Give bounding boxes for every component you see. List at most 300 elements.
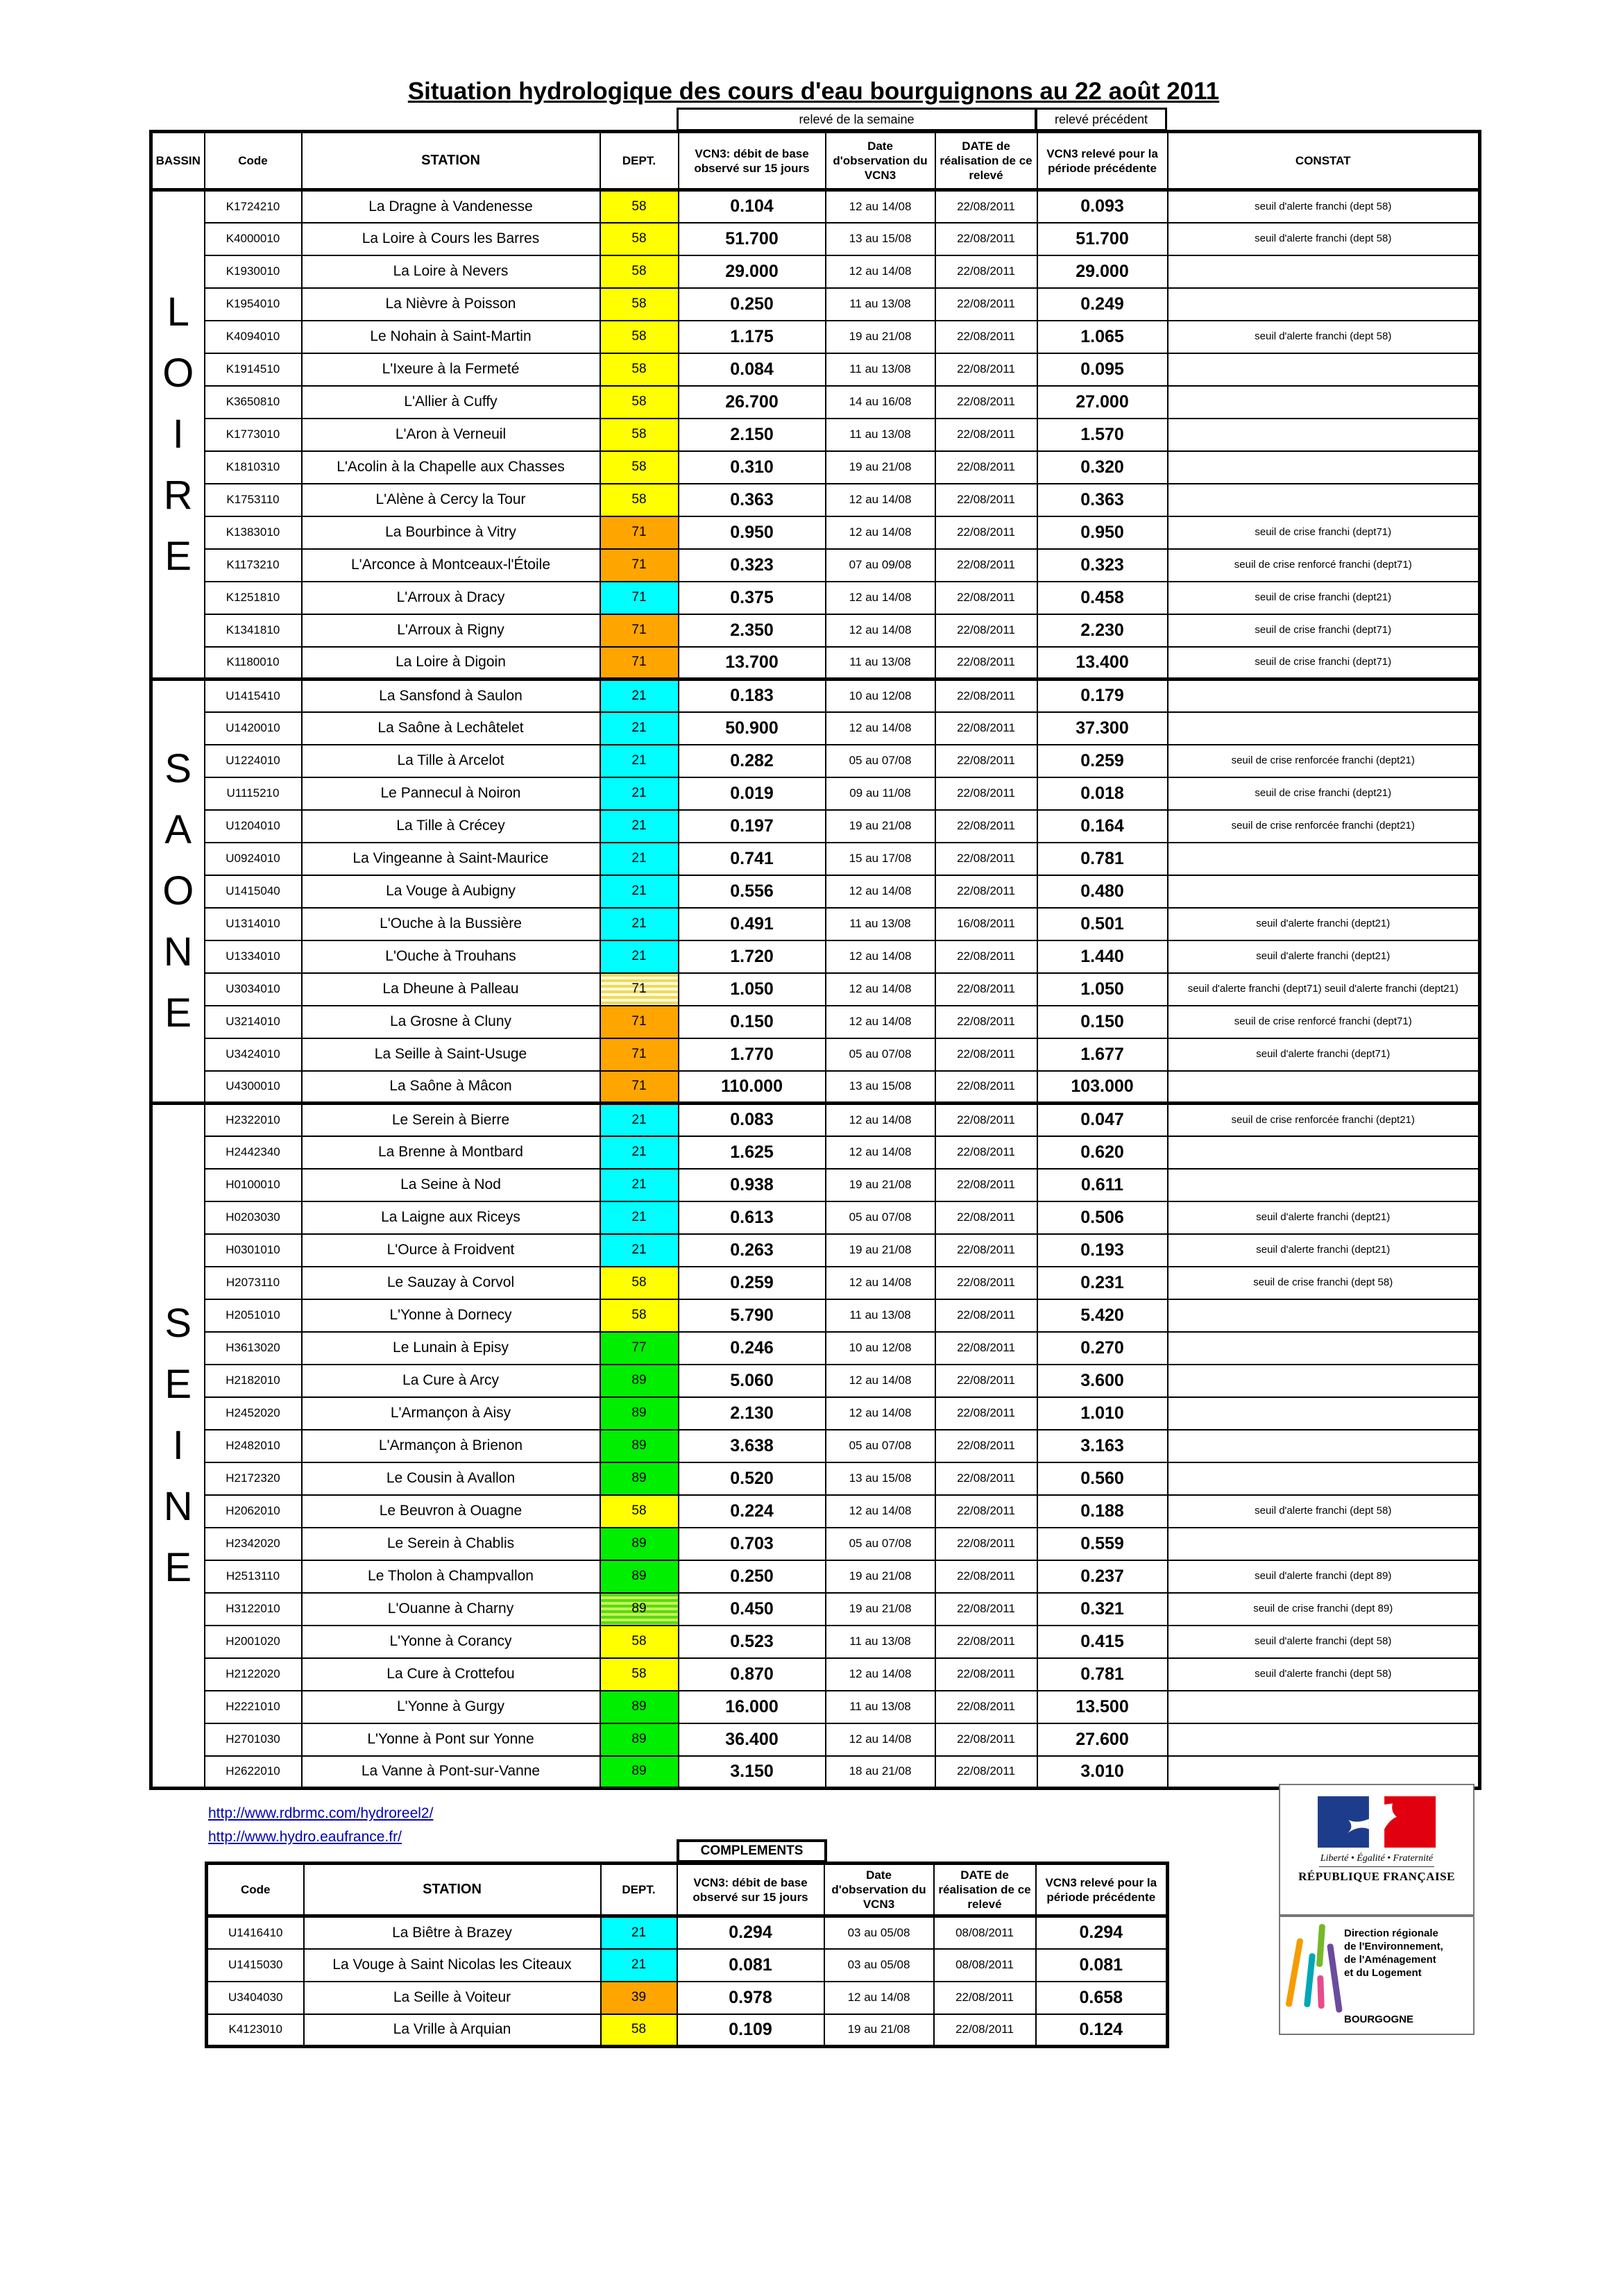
cell-code: H0203030 [205,1201,302,1234]
cell-station: L'Arroux à Rigny [302,614,600,647]
cell-station: Le Nohain à Saint-Martin [302,321,600,353]
cell-vcn3: 1.720 [679,940,826,973]
cell-vcn3-prev: 0.363 [1037,484,1168,516]
cell-date-real: 22/08/2011 [935,745,1037,777]
cell-constat [1168,1691,1480,1723]
table-row [207,1982,1168,2014]
cell-constat: seuil de crise franchi (dept 89) [1168,1593,1480,1626]
cell-vcn3: 0.081 [677,1949,824,1982]
header-station: STATION [304,1864,601,1916]
cell-dept: 58 [600,223,679,255]
cell-code: H2001020 [205,1626,302,1658]
cell-vcn3-prev: 0.095 [1037,353,1168,386]
cell-code: K1173210 [205,549,302,582]
cell-date-real: 22/08/2011 [935,1038,1037,1071]
complements-label: COMPLEMENTS [677,1839,827,1863]
cell-date-real: 22/08/2011 [935,810,1037,843]
cell-code: K1383010 [205,516,302,549]
cell-station: La Nièvre à Poisson [302,288,600,321]
cell-date-real: 22/08/2011 [935,1528,1037,1560]
cell-dept: 58 [600,1658,679,1691]
cell-dept: 21 [600,1201,679,1234]
cell-dept: 58 [600,386,679,419]
cell-code: K4000010 [205,223,302,255]
cell-date-obs: 12 au 14/08 [826,484,935,516]
cell-vcn3: 5.060 [679,1365,826,1397]
cell-vcn3: 51.700 [679,223,826,255]
cell-vcn3-prev: 0.259 [1037,745,1168,777]
cell-station: Le Lunain à Episy [302,1332,600,1365]
cell-station: L'Armançon à Brienon [302,1430,600,1462]
cell-constat: seuil de crise franchi (dept71) [1168,516,1480,549]
cell-constat [1168,875,1480,908]
cell-date-obs: 12 au 14/08 [826,614,935,647]
cell-constat: seuil d'alerte franchi (dept 58) [1168,1626,1480,1658]
cell-date-obs: 05 au 07/08 [826,745,935,777]
cell-dept: 21 [600,940,679,973]
cell-station: La Loire à Cours les Barres [302,223,600,255]
cell-constat [1168,1462,1480,1495]
cell-station: L'Alène à Cercy la Tour [302,484,600,516]
cell-vcn3: 0.224 [679,1495,826,1528]
cell-date-real: 08/08/2011 [934,1949,1036,1982]
cell-constat: seuil d'alerte franchi (dept71) [1168,1038,1480,1071]
cell-constat [1168,1169,1480,1201]
table-row [151,1006,1480,1038]
cell-vcn3-prev: 0.480 [1037,875,1168,908]
cell-dept: 71 [600,549,679,582]
cell-code: H2342020 [205,1528,302,1560]
table-row [151,1267,1480,1299]
table-row [151,1626,1480,1658]
complements-body [207,1916,1168,2047]
cell-station: La Dheune à Palleau [302,973,600,1006]
cell-code: K4123010 [207,2014,304,2047]
cell-date-real: 22/08/2011 [935,223,1037,255]
table-row [151,647,1480,679]
cell-date-obs: 12 au 14/08 [826,1104,935,1136]
cell-constat: seuil d'alerte franchi (dept21) [1168,1234,1480,1267]
cell-dept: 21 [600,712,679,745]
cell-vcn3: 0.323 [679,549,826,582]
table-row [151,1038,1480,1071]
cell-code: H3122010 [205,1593,302,1626]
cell-dept: 89 [600,1365,679,1397]
cell-vcn3-prev: 0.193 [1037,1234,1168,1267]
cell-code: K1954010 [205,288,302,321]
cell-constat [1168,1528,1480,1560]
cell-vcn3: 0.950 [679,516,826,549]
cell-dept: 71 [600,582,679,614]
cell-vcn3: 0.613 [679,1201,826,1234]
cell-date-obs: 12 au 14/08 [826,190,935,223]
cell-constat [1168,386,1480,419]
cell-constat: seuil de crise franchi (dept 58) [1168,1267,1480,1299]
cell-vcn3-prev: 0.458 [1037,582,1168,614]
table-row [151,1299,1480,1332]
table-row [151,1495,1480,1528]
cell-date-real: 22/08/2011 [934,1982,1036,2014]
cell-date-obs: 18 au 21/08 [826,1756,935,1789]
cell-dept: 21 [601,1949,677,1982]
cell-constat [1168,1723,1480,1756]
cell-date-obs: 03 au 05/08 [824,1916,934,1949]
cell-vcn3-prev: 0.506 [1037,1201,1168,1234]
cell-code: U1415030 [207,1949,304,1982]
complements-header-row [207,1864,1168,1916]
cell-vcn3: 1.625 [679,1136,826,1169]
cell-date-real: 22/08/2011 [935,1267,1037,1299]
cell-date-real: 22/08/2011 [935,582,1037,614]
cell-date-real: 22/08/2011 [935,1626,1037,1658]
cell-vcn3: 0.978 [677,1982,824,2014]
cell-code: U1415410 [205,679,302,712]
cell-station: L'Ource à Froidvent [302,1234,600,1267]
table-row [151,1071,1480,1104]
cell-code: K1753110 [205,484,302,516]
cell-dept: 21 [600,875,679,908]
cell-vcn3-prev: 5.420 [1037,1299,1168,1332]
cell-vcn3-prev: 1.010 [1037,1397,1168,1430]
table-row [151,1658,1480,1691]
cell-vcn3: 0.491 [679,908,826,940]
cell-dept: 58 [600,321,679,353]
cell-date-obs: 12 au 14/08 [826,973,935,1006]
cell-vcn3-prev: 0.321 [1037,1593,1168,1626]
cell-dept: 71 [600,614,679,647]
rf-motto: Liberté • Égalité • Fraternité [1319,1853,1434,1867]
cell-vcn3: 2.350 [679,614,826,647]
table-row [151,484,1480,516]
cell-date-real: 22/08/2011 [935,1560,1037,1593]
cell-date-obs: 05 au 07/08 [826,1528,935,1560]
cell-date-obs: 19 au 21/08 [826,1234,935,1267]
table-row [151,940,1480,973]
cell-vcn3: 5.790 [679,1299,826,1332]
cell-dept: 39 [601,1982,677,2014]
cell-vcn3: 36.400 [679,1723,826,1756]
cell-date-obs: 12 au 14/08 [826,1495,935,1528]
cell-constat: seuil de crise renforcé franchi (dept71) [1168,549,1480,582]
cell-station: L'Ouche à la Bussière [302,908,600,940]
cell-vcn3: 0.450 [679,1593,826,1626]
table-row [151,745,1480,777]
table-row [151,386,1480,419]
cell-vcn3: 16.000 [679,1691,826,1723]
cell-dept: 58 [600,1267,679,1299]
cell-date-real: 22/08/2011 [935,1071,1037,1104]
cell-station: La Laigne aux Riceys [302,1201,600,1234]
cell-constat [1168,1430,1480,1462]
cell-date-obs: 11 au 13/08 [826,1626,935,1658]
cell-code: K3650810 [205,386,302,419]
table-row [151,1691,1480,1723]
cell-constat: seuil d'alerte franchi (dept21) [1168,908,1480,940]
cell-constat: seuil de crise renforcée franchi (dept21) [1168,745,1480,777]
cell-date-real: 22/08/2011 [935,1756,1037,1789]
cell-date-obs: 19 au 21/08 [824,2014,934,2047]
header-constat: CONSTAT [1168,132,1480,190]
table-row [151,1560,1480,1593]
cell-station: L'Yonne à Pont sur Yonne [302,1723,600,1756]
section-loire [151,190,1480,679]
cell-dept: 58 [600,190,679,223]
cell-dept: 77 [600,1332,679,1365]
cell-vcn3: 0.703 [679,1528,826,1560]
cell-date-obs: 05 au 07/08 [826,1038,935,1071]
cell-vcn3: 0.259 [679,1267,826,1299]
cell-code: K1251810 [205,582,302,614]
cell-vcn3: 0.741 [679,843,826,875]
cell-constat [1168,1136,1480,1169]
cell-code: H2051010 [205,1299,302,1332]
cell-date-real: 22/08/2011 [935,1365,1037,1397]
cell-date-real: 22/08/2011 [935,875,1037,908]
cell-code: U1334010 [205,940,302,973]
cell-constat: seuil de crise franchi (dept21) [1168,582,1480,614]
cell-code: H2452020 [205,1397,302,1430]
dreal-region: BOURGOGNE [1344,2014,1414,2025]
cell-station: La Tille à Arcelot [302,745,600,777]
table-row [151,1332,1480,1365]
cell-station: L'Arroux à Dracy [302,582,600,614]
cell-date-real: 22/08/2011 [935,712,1037,745]
table-row [151,1136,1480,1169]
cell-station: Le Beuvron à Ouagne [302,1495,600,1528]
cell-vcn3: 2.130 [679,1397,826,1430]
cell-date-obs: 12 au 14/08 [826,1397,935,1430]
cell-constat [1168,712,1480,745]
table-row [151,777,1480,810]
cell-date-obs: 12 au 14/08 [826,1267,935,1299]
cell-dept: 21 [600,908,679,940]
cell-station: La Vouge à Aubigny [302,875,600,908]
table-row [207,1949,1168,1982]
cell-station: L'Acolin à la Chapelle aux Chasses [302,451,600,484]
cell-dept: 58 [600,1495,679,1528]
cell-vcn3: 0.520 [679,1462,826,1495]
table-row [151,288,1480,321]
cell-date-real: 22/08/2011 [935,1462,1037,1495]
cell-vcn3-prev: 0.320 [1037,451,1168,484]
table-row [151,1104,1480,1136]
section-saone [151,679,1480,1104]
cell-constat [1168,288,1480,321]
cell-dept: 58 [600,1626,679,1658]
cell-vcn3: 26.700 [679,386,826,419]
cell-constat: seuil d'alerte franchi (dept 58) [1168,1658,1480,1691]
cell-constat [1168,1365,1480,1397]
cell-station: La Seille à Voiteur [304,1982,601,2014]
cell-vcn3-prev: 0.950 [1037,516,1168,549]
cell-vcn3-prev: 27.600 [1037,1723,1168,1756]
link-hydro-eaufrance[interactable]: http://www.hydro.eaufrance.fr/ [208,1829,402,1845]
cell-vcn3-prev: 0.179 [1037,679,1168,712]
cell-code: H2221010 [205,1691,302,1723]
table-row [151,1528,1480,1560]
table-row [151,255,1480,288]
cell-date-obs: 12 au 14/08 [826,1365,935,1397]
dreal-logo [1279,1916,1475,2035]
cell-station: La Loire à Nevers [302,255,600,288]
cell-vcn3-prev: 0.611 [1037,1169,1168,1201]
header-vcn3-precedent: VCN3 relevé pour la période précédente [1036,1864,1168,1916]
cell-station: L'Yonne à Corancy [302,1626,600,1658]
cell-date-obs: 12 au 14/08 [826,582,935,614]
bassin-label-seine: S E I N E [151,1104,205,1789]
table-row [151,810,1480,843]
cell-code: U3404030 [207,1982,304,2014]
cell-date-real: 22/08/2011 [935,1332,1037,1365]
section-seine [151,1104,1480,1789]
cell-station: L'Allier à Cuffy [302,386,600,419]
cell-code: K1773010 [205,419,302,451]
cell-constat [1168,843,1480,875]
header-vcn3: VCN3: débit de base observé sur 15 jours [677,1864,824,1916]
header-code: Code [207,1864,304,1916]
cell-constat [1168,1071,1480,1104]
cell-station: L'Yonne à Gurgy [302,1691,600,1723]
cell-vcn3: 1.050 [679,973,826,1006]
cell-dept: 89 [600,1462,679,1495]
cell-dept: 89 [600,1593,679,1626]
cell-vcn3: 0.084 [679,353,826,386]
table-row [151,843,1480,875]
main-table [149,130,1481,1790]
cell-dept: 89 [600,1723,679,1756]
cell-station: Le Cousin à Avallon [302,1462,600,1495]
cell-date-obs: 11 au 13/08 [826,1691,935,1723]
cell-dept: 21 [600,1104,679,1136]
cell-constat: seuil de crise franchi (dept21) [1168,777,1480,810]
cell-station: Le Serein à Chablis [302,1528,600,1560]
republique-francaise-logo [1279,1784,1475,1916]
cell-date-obs: 12 au 14/08 [826,1723,935,1756]
cell-date-real: 16/08/2011 [935,908,1037,940]
cell-station: La Vrille à Arquian [304,2014,601,2047]
page-title: Situation hydrologique des cours d'eau bourguignons au 22 août 2011 [407,78,1220,105]
cell-date-real: 22/08/2011 [935,973,1037,1006]
header-date-observation: Date d'observation du VCN3 [824,1864,934,1916]
cell-vcn3-prev: 0.560 [1037,1462,1168,1495]
cell-vcn3-prev: 0.124 [1036,2014,1168,2047]
table-row [151,549,1480,582]
header-date-observation: Date d'observation du VCN3 [826,132,935,190]
cell-vcn3-prev: 2.230 [1037,614,1168,647]
table-row [151,1201,1480,1234]
cell-date-real: 22/08/2011 [935,679,1037,712]
cell-code: H2073110 [205,1267,302,1299]
cell-constat: seuil de crise renforcée franchi (dept21) [1168,1104,1480,1136]
cell-date-real: 22/08/2011 [935,484,1037,516]
cell-code: U3034010 [205,973,302,1006]
cell-dept: 89 [600,1691,679,1723]
cell-constat: seuil d'alerte franchi (dept21) [1168,940,1480,973]
cell-date-obs: 14 au 16/08 [826,386,935,419]
table-row [151,679,1480,712]
cell-date-obs: 12 au 14/08 [824,1982,934,2014]
table-row [151,1430,1480,1462]
cell-vcn3: 2.150 [679,419,826,451]
cell-date-obs: 13 au 15/08 [826,1071,935,1104]
cell-date-obs: 19 au 21/08 [826,1593,935,1626]
cell-code: H2122020 [205,1658,302,1691]
cell-constat: seuil d'alerte franchi (dept 58) [1168,321,1480,353]
band-releve-precedent: relevé précédent [1035,108,1167,131]
cell-date-obs: 11 au 13/08 [826,1299,935,1332]
cell-code: K4094010 [205,321,302,353]
cell-station: La Seille à Saint-Usuge [302,1038,600,1071]
cell-vcn3: 0.197 [679,810,826,843]
cell-vcn3-prev: 0.164 [1037,810,1168,843]
link-rdbrmc-hydroreel[interactable]: http://www.rdbrmc.com/hydroreel2/ [208,1805,434,1821]
cell-vcn3-prev: 0.081 [1036,1949,1168,1982]
cell-constat: seuil d'alerte franchi (dept 58) [1168,223,1480,255]
table-row [151,1723,1480,1756]
cell-dept: 21 [600,777,679,810]
cell-vcn3-prev: 0.237 [1037,1560,1168,1593]
cell-vcn3: 0.523 [679,1626,826,1658]
cell-dept: 21 [600,1136,679,1169]
cell-station: La Biêtre à Brazey [304,1916,601,1949]
cell-date-real: 22/08/2011 [935,1104,1037,1136]
cell-dept: 21 [600,1169,679,1201]
cell-vcn3-prev: 0.415 [1037,1626,1168,1658]
cell-code: K1810310 [205,451,302,484]
cell-date-real: 08/08/2011 [934,1916,1036,1949]
cell-constat [1168,451,1480,484]
cell-vcn3: 3.150 [679,1756,826,1789]
cell-dept: 71 [600,647,679,679]
cell-date-obs: 12 au 14/08 [826,712,935,745]
cell-code: K1914510 [205,353,302,386]
cell-dept: 21 [600,745,679,777]
cell-dept: 89 [600,1397,679,1430]
cell-vcn3-prev: 0.093 [1037,190,1168,223]
cell-date-real: 22/08/2011 [935,1430,1037,1462]
header-date-realisation: DATE de réalisation de ce relevé [934,1864,1036,1916]
cell-station: L'Aron à Verneuil [302,419,600,451]
cell-dept: 58 [601,2014,677,2047]
cell-date-real: 22/08/2011 [935,1234,1037,1267]
cell-station: La Tille à Crécey [302,810,600,843]
table-row [151,419,1480,451]
cell-date-real: 22/08/2011 [935,647,1037,679]
cell-date-obs: 12 au 14/08 [826,875,935,908]
table-row [151,614,1480,647]
cell-vcn3-prev: 0.559 [1037,1528,1168,1560]
cell-dept: 71 [600,1006,679,1038]
cell-date-obs: 10 au 12/08 [826,1332,935,1365]
cell-vcn3: 0.294 [677,1916,824,1949]
header-code: Code [205,132,302,190]
table-row [151,712,1480,745]
cell-dept: 21 [600,1234,679,1267]
cell-vcn3-prev: 0.501 [1037,908,1168,940]
cell-constat [1168,255,1480,288]
cell-constat: seuil de crise renforcée franchi (dept21) [1168,810,1480,843]
cell-date-obs: 13 au 15/08 [826,223,935,255]
cell-date-real: 22/08/2011 [935,549,1037,582]
cell-dept: 58 [600,451,679,484]
cell-code: K1724210 [205,190,302,223]
cell-dept: 71 [600,516,679,549]
cell-dept: 58 [600,353,679,386]
cell-vcn3-prev: 0.620 [1037,1136,1168,1169]
cell-date-real: 22/08/2011 [935,843,1037,875]
cell-dept: 21 [601,1916,677,1949]
cell-vcn3: 0.183 [679,679,826,712]
